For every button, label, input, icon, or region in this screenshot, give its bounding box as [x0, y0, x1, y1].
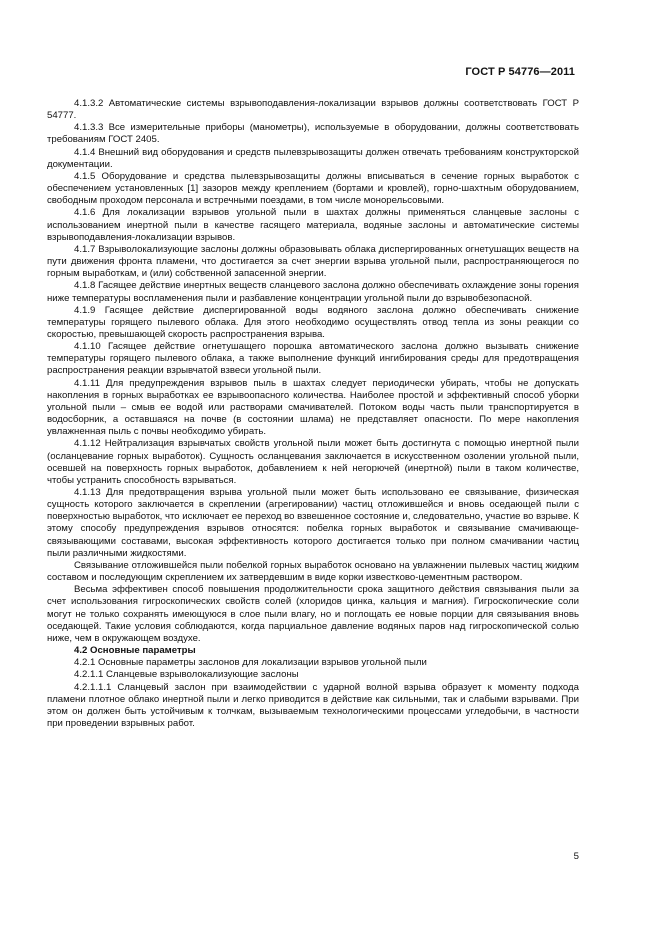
paragraph-4-1-3-2: 4.1.3.2 Автоматические системы взрывоподавления-локализации взрывов должны соответствовать ГОСТ Р 54777. [47, 98, 579, 122]
paragraph-4-1-11: 4.1.11 Для предупреждения взрывов пыль в шахтах следует периодически убирать, чтобы не допускать накопления в горных выработках ее взрывоопасного количества. Наиболее простой и эффективный способ уборки угольной пыли – смыв ее водой или растворами смачивателей. Потоком воды часть пыли транспортируется в водосборник, а оставшаяся на почве (в состоянии шлама) не представляет опасности. По мере накопления увлажненная пыль с почвы необходимо убирать. [47, 377, 579, 438]
paragraph-hygroscopic: Весьма эффективен способ повышения продолжительности срока защитного действия связывания пыли за счет использования гигроскопических свойств солей (хлоридов цинка, кальция и магния). Гигроскопические соли могут не только сохранять имеющуюся в слое пыли влагу, но и поглощать ее новые порции для связывания вновь оседающей. Такие условия соблюдаются, когда парциальное давление водяных паров над гигроскопической солью ниже, чем в окружающем воздухе. [47, 584, 579, 644]
paragraph-4-2-1-1: 4.2.1.1 Сланцевые взрыволокализующие заслоны [74, 669, 299, 681]
paragraph-4-1-10: 4.1.10 Гасящее действие огнетушащего порошка автоматического заслона должно вызывать снижение температуры горящего пылевого облака, а также выполнение функций ингибирования среды для предотвращения распространения реакции взрывчатой взвеси угольной пыли. [47, 341, 579, 377]
document-header: ГОСТ Р 54776—2011 [465, 66, 575, 78]
paragraph-4-1-3-3: 4.1.3.3 Все измерительные приборы (манометры), используемые в оборудовании, должны соответствовать требованиям ГОСТ 2405. [47, 122, 579, 146]
section-heading-4-2: 4.2 Основные параметры [74, 645, 196, 657]
paragraph-4-1-6: 4.1.6 Для локализации взрывов угольной пыли в шахтах должны применяться сланцевые заслоны с использованием инертной пыли в качестве гасящего материала, водяные заслоны и автоматические системы взрывоподавления-локализации взрывов. [47, 207, 579, 243]
paragraph-4-1-9: 4.1.9 Гасящее действие диспергированной воды водяного заслона должно обеспечивать снижение температуры горящего пылевого облака. Для этого необходимо осуществлять отвод тепла из зоны реакции со скоростью, превышающей скорость распространения взрыва. [47, 304, 579, 340]
page-number: 5 [573, 851, 579, 862]
paragraph-4-1-4: 4.1.4 Внешний вид оборудования и средств пылевзрывозащиты должен отвечать требованиям конструкторской документации. [47, 146, 579, 170]
paragraph-4-1-13: 4.1.13 Для предотвращения взрыва угольной пыли может быть использовано ее связывание, физическая сущность которого заключается в скреплении (агрегировании) частиц отложившейся и вновь оседающей пыли с поверхностью выработок, что исключает ее переход во взвешенное состояние и, следовательно, участие во взрыве. К этому способу предупреждения взрывов относятся: побелка горных выработок и связывание смачивающе-связывающими составами, высокая эффективность которого достигается только при полном смачивании частиц пыли различными жидкостями. [47, 487, 579, 559]
body-text [47, 98, 579, 730]
paragraph-4-1-7: 4.1.7 Взрыволокализующие заслоны должны образовывать облака диспергированных огнетушащих веществ на пути движения фронта пламени, что достигается за счет энергии взрыва угольной пыли, распространяющегося по горным выработкам, и (или) собственной запасенной энергии. [47, 243, 579, 280]
paragraph-4-2-1: 4.2.1 Основные параметры заслонов для локализации взрывов угольной пыли [74, 657, 427, 669]
paragraph-4-1-8: 4.1.8 Гасящее действие инертных веществ сланцевого заслона должно обеспечивать охлаждение зоны горения ниже температуры воспламенения пыли и разбавление концентрации угольной пыли до взрывобезопасной. [47, 280, 579, 304]
paragraph-4-1-12: 4.1.12 Нейтрализация взрывчатых свойств угольной пыли может быть достигнута с помощью инертной пыли (осланцевание горных выработок). Сущность осланцевания заключается в искусственном озолении угольной пыли, осевшей на поверхность горных выработок, добавлением к ней негорючей (инертной) пыли в таком количестве, чтобы устранить способность взрываться. [47, 438, 579, 486]
paragraph-4-2-1-1-1: 4.2.1.1.1 Сланцевый заслон при взаимодействии с ударной волной взрыва образует к моменту подхода пламени плотное облако инертной пыли и легко приводится в действие как сильными, так и слабыми взрывами. При этом он должен быть устойчивым к толчкам, вызываемым технологическими процессами угледобычи, в частности при проведении взрывных работ. [47, 681, 579, 729]
paragraph-whitewash: Связывание отложившейся пыли побелкой горных выработок основано на увлажнении пылевых частиц жидким составом и последующим скреплением их затвердевшим в виде корки известково-цементным раствором. [47, 559, 579, 584]
paragraph-4-1-5: 4.1.5 Оборудование и средства пылевзрывозащиты должны вписываться в сечение горных выработок с обеспечением установленных [1] зазоров между креплением (бортами и кровлей), горно-шахтным оборудованием, свободным проходом персонала и встречными поездами, в том числе монорельсовыми. [47, 170, 579, 207]
